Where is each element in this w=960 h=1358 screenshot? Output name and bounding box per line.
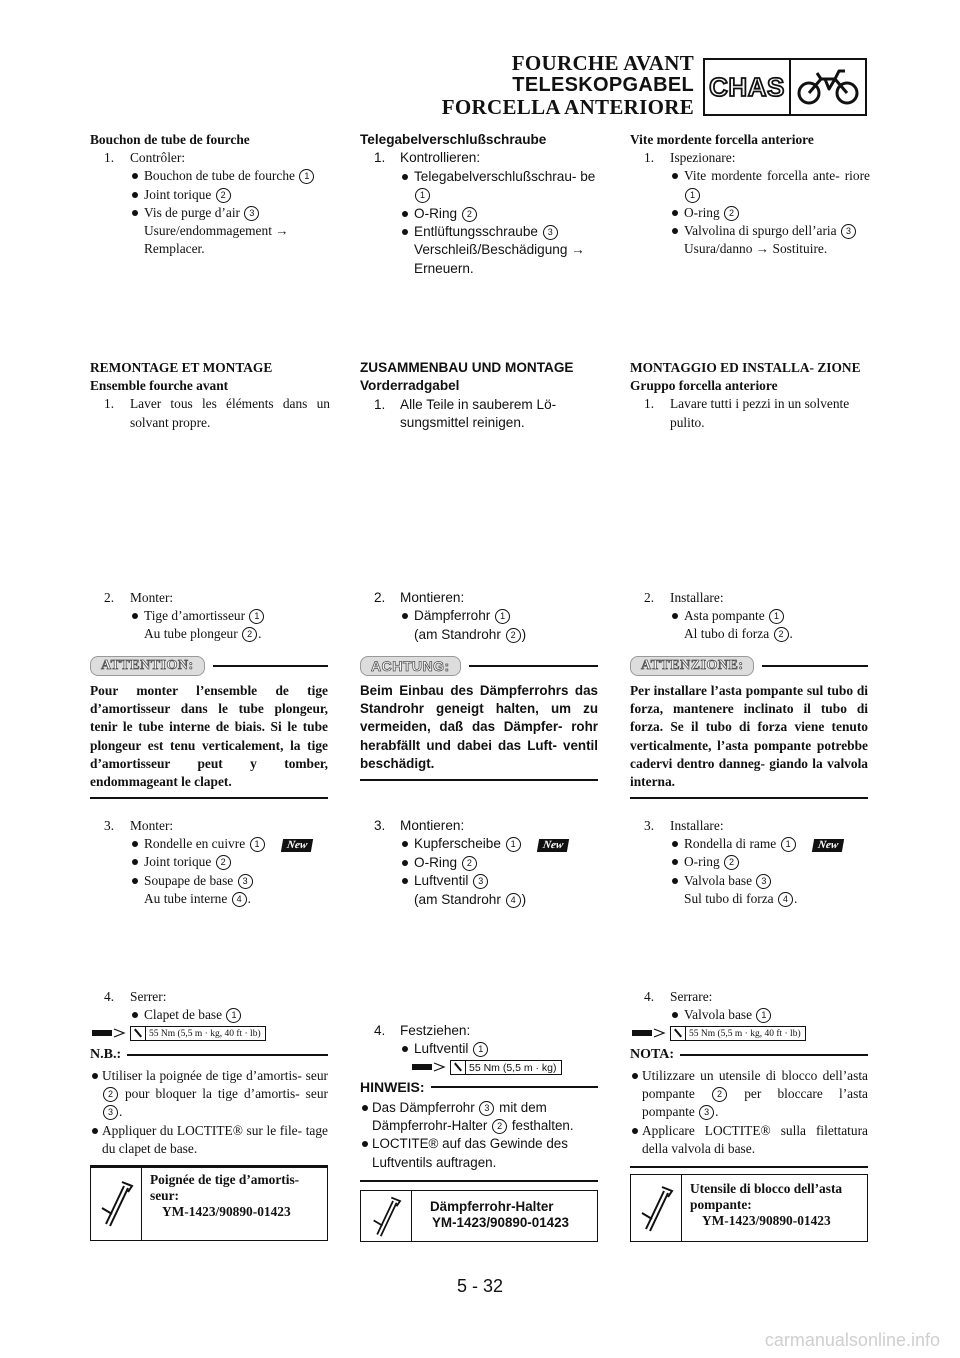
title-it: FORCELLA ANTERIORE <box>441 95 694 119</box>
special-tool-icon <box>631 1175 682 1241</box>
it-caution: ATTENZIONE: Per installare l’asta pompante sul tubo di forza, mantenere inclinato il tubo di forza. Se il tubo di forza viene tenuto verticalmente, l’asta pompante potrebbe cadervi dentro danneg- giando la valvola interna. <box>630 656 868 799</box>
torque-icon <box>131 1027 146 1040</box>
de-special-tool: Dämpferrohr-Halter YM-1423/90890-01423 <box>360 1190 598 1242</box>
fr-torque-spec: 55 Nm (5,5 m · kg, 40 ft · lb) <box>90 1026 266 1041</box>
page-number: 5 - 32 <box>456 1276 504 1296</box>
it-section-inspect: Vite mordente forcella anteriore 1. Ispezionare: Vite mordente forcella ante- riore 1 O-ring 2 Valvolina di spurgo dell’aria 3 Usura/danno → Sostituire. <box>630 132 870 257</box>
de-section-install-rod: 2. Montieren: Dämpferrohr 1 (am Standrohr 2 ) <box>374 590 527 642</box>
it-section-install-rod: 2. Installare: Asta pompante 1 Al tubo di forza 2 . <box>644 590 793 642</box>
fr-note: N.B.: Utiliser la poignée de tige d’amortis- seur 2 pour bloquer la tige d’amortis- seur 3 . Appliquer du LOCTITE® sur le file- tage du clapet de base. <box>90 1047 328 1168</box>
title-fr: FOURCHE AVANT <box>511 51 694 75</box>
de-section-tighten: 4. Festziehen: Luftventil 1 <box>360 1022 600 1059</box>
it-special-tool: Utensile di blocco dell’asta pompante: YM-1423/90890-01423 <box>630 1174 868 1242</box>
fr-s1-title: Bouchon de tube de fourche <box>90 132 250 147</box>
fr-section-install-rod: 2. Monter: Tige d’amortisseur 1 Au tube plongeur 2 . <box>90 589 330 644</box>
new-badge: New <box>537 839 569 852</box>
new-badge: New <box>811 839 843 852</box>
page-header-titles <box>442 52 694 118</box>
torque-icon <box>671 1027 686 1040</box>
torque-icon <box>451 1061 466 1074</box>
fr-section-install-valve: 3. Monter: Rondelle en cuivre 1 New Joint torique 2 Soupape de base 3 Au tube interne 4 . <box>90 817 330 908</box>
section-badge <box>703 58 867 116</box>
fr-caution: ATTENTION: Pour monter l’ensemble de tige d’amortisseur dans le tube plongeur, tenir le tube interne de biais. Si le tube plongeur est tenu verticalement, la tige d’amortisseur peut y tomber, endommageant le clapet. <box>90 656 328 799</box>
motorcycle-icon <box>791 60 865 114</box>
special-tool-icon <box>361 1191 412 1241</box>
torque-wrench-icon <box>90 1027 130 1040</box>
badge-text: CHAS <box>705 60 791 114</box>
it-section-assembly: MONTAGGIO ED INSTALLA- ZIONE Gruppo forcella anteriore 1. Lavare tutti i pezzi in un solvente pulito. <box>630 360 861 430</box>
special-tool-icon <box>91 1166 142 1240</box>
watermark: carmanualsonline.info <box>764 1330 940 1350</box>
torque-wrench-icon <box>410 1061 450 1074</box>
de-section-inspect: Telegabelverschlußschraube 1. Kontrollieren: Telegabelverschlußschrau- be 1 O-Ring 2 Entlüftungsschraube 3 Verschleiß/Beschädigung → Erneuern. <box>360 132 596 276</box>
fr-section-inspect: Bouchon de tube de fourche 1. Contrôler: Bouchon de tube de fourche 1 Joint torique 2 Vis de purge d’air 3 Usure/endommagement → Remplacer. <box>90 131 330 258</box>
de-section-assembly: ZUSAMMENBAU UND MONTAGE Vorderradgabel 1. Alle Teile in sauberem Lö- sungsmittel reinigen. <box>360 360 574 431</box>
de-torque-spec: 55 Nm (5,5 m · kg) <box>410 1060 562 1075</box>
de-note: HINWEIS: Das Dämpferrohr 3 mit dem Dämpferrohr-Halter 2 festhalten. LOCTITE® auf das Gewinde des Luftventils auftragen. <box>360 1079 598 1182</box>
it-note: NOTA: Utilizzare un utensile di blocco dell’asta pompante 2 per bloccare l’asta pompante 3 . Applicare LOCTITE® sulla filettatura della valvola di base. <box>630 1047 868 1168</box>
title-de: TELESKOPGABEL <box>512 74 694 96</box>
fr-section-assembly: REMONTAGE ET MONTAGE Ensemble fourche avant 1. Laver tous les éléments dans un solvant propre. <box>90 360 330 430</box>
new-badge: New <box>280 839 312 852</box>
it-section-install-valve: 3. Installare: Rondella di rame 1 New O-ring 2 Valvola base 3 Sul tubo di forza 4 . <box>630 817 870 908</box>
it-section-tighten: 4. Serrare: Valvola base 1 <box>630 988 870 1024</box>
fr-special-tool: Poignée de tige d’amortis- seur: YM-1423/90890-01423 <box>90 1165 328 1241</box>
de-caution: ACHTUNG: Beim Einbau des Dämpferrohrs das Standrohr geneigt halten, um zu vermeiden, daß das Dämpfer- rohr herabfällt und dabei das Luft- ventil beschädigt. <box>360 656 598 781</box>
fr-section-tighten: 4. Serrer: Clapet de base 1 <box>90 988 330 1024</box>
torque-wrench-icon <box>630 1027 670 1040</box>
it-torque-spec: 55 Nm (5,5 m · kg, 40 ft · lb) <box>630 1026 806 1041</box>
de-section-install-valve: 3. Montieren: Kupferscheibe 1 New O-Ring 2 Luftventil 3 (am Standrohr 4 ) <box>360 817 600 909</box>
